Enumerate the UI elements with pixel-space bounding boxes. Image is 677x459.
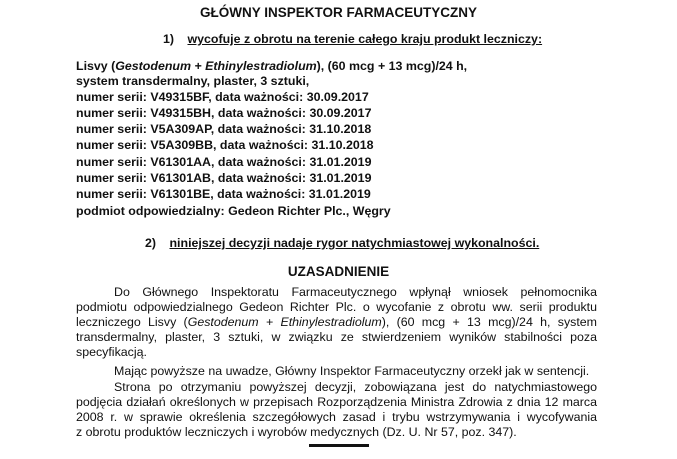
product-name [76,59,467,74]
justification-heading: UZASADNIENIE [287,264,390,279]
para1-line2: podmiotu odpowiedzialnego Gedeon Richter Plc. o wycofanie z obrotu ww. serii produktu [76,300,597,314]
para1-line4: transdermalny, plaster, 3 sztuki, w związku ze stwierdzeniem wyników stabilności poza [76,330,597,344]
para3-line4: z obrotu produktów leczniczych i wyrobów medycznych (Dz. U. Nr 57, poz. 347). [76,425,517,439]
product-name-italic: Gestodenum + Ethinylestradiolum [115,59,317,73]
para1-line1: Do Głównego Inspektoratu Farmaceutycznego wpłynął wniosek pełnomocnika [114,285,597,299]
responsible-entity: podmiot odpowiedzialny: Gedeon Richter Plc., Węgry [76,204,391,218]
cutoff-heading-fragment [309,444,369,454]
batch-line: numer serii: V61301AA, data ważności: 31.01.2019 [76,155,372,169]
para3-line1: Strona po otrzymaniu powyższej decyzji, zobowiązana jest do natychmiastowego [114,380,597,394]
point-1-number: 1) [163,32,175,46]
para1-line3-start: leczniczego Lisvy ( [76,315,188,329]
point-2-number: 2) [145,236,157,250]
batch-line: numer serii: V5A309AP, data ważności: 31.10.2018 [76,122,372,136]
product-name-end: ), (60 mcg + 13 mcg)/24 h, [316,59,468,73]
product-name-start: Lisvy ( [76,59,116,73]
para1-line3-italic: Gestodenum + Ethinylestradiolum [187,315,382,329]
para3-line2: podjęcia działań określonych w przepisach Rozporządzenia Ministra Zdrowia z dnia 12 marca [76,395,597,409]
point-2 [145,236,539,251]
batch-line: numer serii: V61301AB, data ważności: 31.01.2019 [76,171,372,185]
point-1-text: wycofuje z obrotu na terenie całego kraju produkt leczniczy: [187,32,543,46]
para1-line3-end: ), (60 mcg + 13 mcg)/24 h, system [381,315,597,329]
batch-line: numer serii: V49315BF, data ważności: 30.09.2017 [76,90,369,104]
authority-heading: GŁÓWNY INSPEKTOR FARMACEUTYCZNY [199,5,477,20]
batch-line: numer serii: V61301BE, data ważności: 31.01.2019 [76,187,371,201]
next-heading-cutoff [0,444,677,459]
product-form: system transdermalny, plaster, 3 sztuki, [76,74,310,88]
para2: Mając powyższe na uwadze, Główny Inspektor Farmaceutyczny orzekł jak w sentencji. [114,364,590,378]
para1-line3 [76,315,597,330]
batch-line: numer serii: V49315BH, data ważności: 30.09.2017 [76,106,372,120]
para3-line3: 2008 r. w sprawie określenia szczegółowych zasad i trybu wstrzymywania i wycofywania [76,410,597,424]
batch-line: numer serii: V5A309BB, data ważności: 31.10.2018 [76,138,374,152]
para1-line5: specyfikacją. [76,345,147,359]
point-2-text: niniejszej decyzji nadaje rygor natychmiastowej wykonalności. [169,236,540,250]
point-1 [163,32,542,47]
